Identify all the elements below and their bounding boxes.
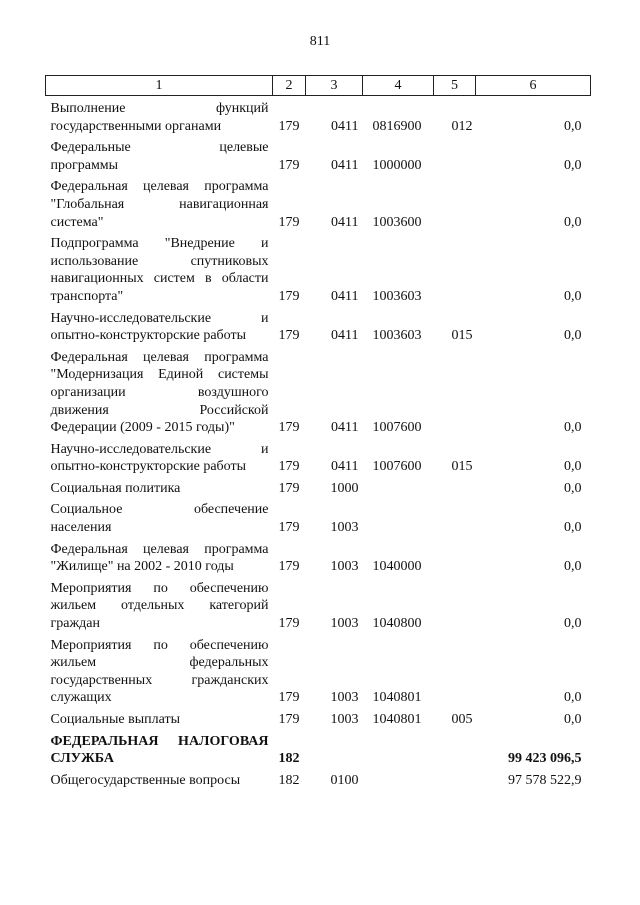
target-article-code: 1007600 [372, 459, 422, 475]
target-article-code [363, 768, 434, 790]
row-name-line: Выполнение функций [50, 101, 269, 116]
ministry-code: 179 [278, 157, 300, 173]
row-name-line: Социальное обеспечение [50, 502, 269, 518]
target-article-code: 1040800 [372, 616, 422, 632]
table-row [46, 96, 591, 136]
table-row [46, 768, 591, 790]
row-name-line: опытно-конструкторские работы [50, 328, 247, 344]
row-name [46, 633, 273, 707]
row-name-line: Общегосударственные вопросы [50, 772, 241, 788]
row-name [46, 96, 273, 136]
expense-type-code [434, 345, 476, 437]
target-article-code: 1007600 [372, 420, 422, 436]
row-name-line: Мероприятия по обеспечению [50, 637, 269, 653]
section-code: 0411 [331, 288, 359, 304]
table-row [46, 576, 591, 633]
target-article-code: 0816900 [372, 118, 422, 134]
row-name [46, 497, 273, 536]
expense-type-code [434, 537, 476, 576]
row-name-line: служащих [50, 690, 112, 706]
row-name-line: опытно-конструкторские работы [50, 459, 247, 475]
amount: 99 423 096,5 [508, 751, 582, 767]
row-name-line: Подпрограмма "Внедрение и [50, 236, 269, 252]
expense-type-code: 012 [451, 118, 473, 134]
expense-type-code: 015 [451, 459, 473, 475]
budget-table [45, 75, 591, 789]
page-number: 811 [309, 34, 331, 49]
target-article-code [363, 476, 434, 498]
row-name [46, 437, 273, 476]
expense-type-code: 015 [451, 328, 473, 344]
ministry-code: 179 [278, 690, 300, 706]
target-article-code: 1003600 [372, 214, 422, 230]
ministry-code: 179 [278, 328, 300, 344]
row-name [46, 576, 273, 633]
header-col-6: 6 [476, 76, 591, 96]
table-row [46, 537, 591, 576]
row-name-line: использование спутниковых [50, 253, 269, 269]
expense-type-code [434, 576, 476, 633]
row-name-line: Федерации (2009 - 2015 годы)" [50, 420, 235, 436]
row-name-line: организации воздушного [50, 384, 269, 400]
table-row [46, 231, 591, 305]
row-name-line: государственных гражданских [50, 672, 269, 688]
table-row [46, 437, 591, 476]
ministry-code: 179 [278, 420, 300, 436]
amount: 0,0 [564, 214, 582, 230]
section-code: 1003 [330, 690, 359, 706]
amount: 0,0 [564, 420, 582, 436]
ministry-code: 179 [278, 480, 300, 496]
section-code: 0411 [331, 118, 359, 134]
amount: 0,0 [564, 690, 582, 706]
row-name-line: "Жилище" на 2002 - 2010 годы [50, 559, 234, 575]
expense-type-code [434, 135, 476, 174]
row-name-line: Федеральная целевая программа [50, 349, 269, 365]
row-name-line: Федеральная целевая программа [50, 179, 269, 195]
ministry-code: 179 [278, 520, 300, 536]
ministry-code: 182 [278, 751, 300, 767]
table-row [46, 707, 591, 729]
target-article-code: 1000000 [372, 157, 422, 173]
row-name-line: государственными органами [50, 118, 222, 134]
row-name [46, 476, 273, 498]
table-row [46, 476, 591, 498]
row-name-line: навигационных систем в области [50, 271, 269, 287]
ministry-code: 179 [278, 288, 300, 304]
section-code: 0411 [331, 459, 359, 475]
table-row [46, 729, 591, 768]
table-row [46, 345, 591, 437]
row-name [46, 135, 273, 174]
ministry-code: 179 [278, 214, 300, 230]
table-row [46, 633, 591, 707]
row-name-line: Социальные выплаты [50, 712, 181, 727]
row-name [46, 707, 273, 729]
header-col-2: 2 [273, 76, 306, 96]
expense-type-code [434, 497, 476, 536]
row-name [46, 729, 273, 768]
ministry-code: 179 [278, 616, 300, 632]
amount: 0,0 [564, 616, 582, 632]
table-header [46, 76, 591, 96]
amount: 0,0 [564, 288, 582, 304]
ministry-code: 179 [278, 459, 300, 475]
section-code: 0411 [331, 420, 359, 436]
ministry-code: 179 [278, 118, 300, 134]
amount: 0,0 [564, 480, 582, 496]
row-name-line: СЛУЖБА [50, 751, 114, 767]
row-name-line: "Модернизация Единой системы [50, 367, 269, 383]
target-article-code [363, 497, 434, 536]
table-row [46, 497, 591, 536]
section-code: 1000 [330, 480, 359, 496]
row-name-line: Научно-исследовательские и [50, 310, 269, 326]
amount: 0,0 [564, 459, 582, 475]
target-article-code [363, 729, 434, 768]
section-code: 1003 [330, 712, 359, 727]
target-article-code: 1040000 [372, 559, 422, 575]
section-code [306, 729, 363, 768]
section-code: 0411 [331, 328, 359, 344]
amount: 0,0 [564, 559, 582, 575]
amount: 97 578 522,9 [508, 772, 582, 788]
expense-type-code [434, 231, 476, 305]
amount: 0,0 [564, 712, 582, 727]
amount: 0,0 [564, 328, 582, 344]
expense-type-code: 005 [451, 712, 473, 727]
table-row [46, 174, 591, 231]
row-name [46, 174, 273, 231]
row-name-line: граждан [50, 616, 100, 632]
section-code: 0411 [331, 157, 359, 173]
table-row [46, 306, 591, 345]
section-code: 1003 [330, 559, 359, 575]
row-name-line: ФЕДЕРАЛЬНАЯ НАЛОГОВАЯ [50, 733, 269, 749]
section-code: 0100 [330, 772, 359, 788]
target-article-code: 1003603 [372, 328, 422, 344]
row-name-line: программы [50, 157, 119, 173]
row-name-line: Социальная политика [50, 480, 181, 496]
target-article-code: 1003603 [372, 288, 422, 304]
expense-type-code [434, 476, 476, 498]
row-name-line: Федеральная целевая программа [50, 541, 269, 557]
section-code: 1003 [330, 520, 359, 536]
row-name-line: система" [50, 214, 104, 230]
row-name [46, 231, 273, 305]
header-col-1: 1 [46, 76, 273, 96]
header-col-3: 3 [306, 76, 363, 96]
table-body [46, 96, 591, 790]
row-name [46, 306, 273, 345]
expense-type-code [434, 633, 476, 707]
row-name-line: Научно-исследовательские и [50, 441, 269, 457]
table-row [46, 135, 591, 174]
section-code: 0411 [331, 214, 359, 230]
expense-type-code [434, 174, 476, 231]
ministry-code: 182 [278, 772, 300, 788]
header-col-5: 5 [434, 76, 476, 96]
amount: 0,0 [564, 118, 582, 134]
row-name-line: Федеральные целевые [50, 140, 269, 156]
target-article-code: 1040801 [372, 690, 422, 706]
row-name [46, 537, 273, 576]
section-code: 1003 [330, 616, 359, 632]
row-name-line: Мероприятия по обеспечению [50, 580, 269, 596]
target-article-code: 1040801 [372, 712, 422, 727]
row-name-line: движения Российской [50, 402, 269, 418]
row-name-line: жильем федеральных [50, 655, 269, 671]
expense-type-code [434, 768, 476, 790]
row-name [46, 345, 273, 437]
header-col-4: 4 [363, 76, 434, 96]
amount: 0,0 [564, 520, 582, 536]
row-name-line: жильем отдельных категорий [50, 598, 269, 614]
row-name [46, 768, 273, 790]
ministry-code: 179 [278, 712, 300, 727]
ministry-code: 179 [278, 559, 300, 575]
row-name-line: "Глобальная навигационная [50, 196, 269, 212]
row-name-line: населения [50, 520, 112, 536]
amount: 0,0 [564, 157, 582, 173]
row-name-line: транспорта" [50, 288, 124, 304]
expense-type-code [434, 729, 476, 768]
